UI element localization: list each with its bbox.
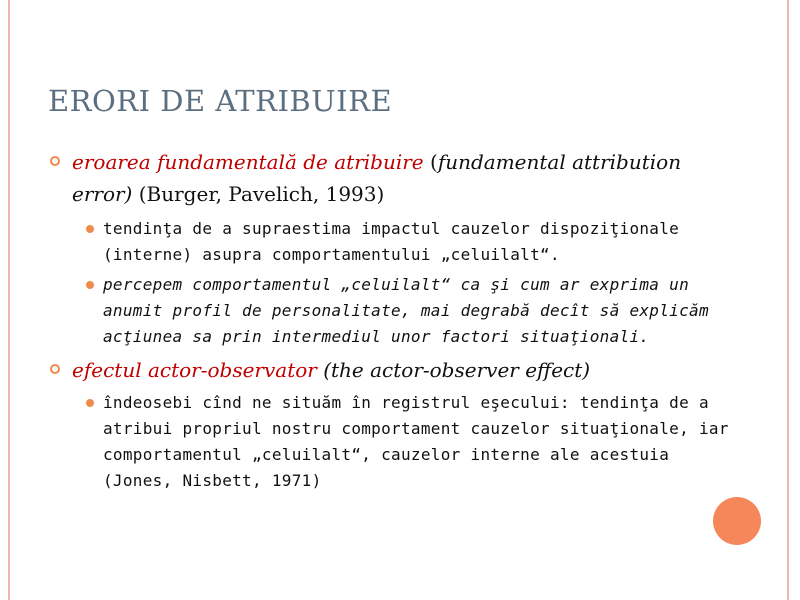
right-border-line xyxy=(787,0,789,600)
english-term: (the actor-observer effect) xyxy=(316,358,591,382)
sub-item xyxy=(46,216,736,268)
sub-item-text: îndeosebi cînd ne situăm în registrul eşecului: tendinţa de a atribui propriul nostru comportament cauzelor situaţionale, iar comportamentul „celuilalt“, cauzelor interne ale acestuia (Jones, Nisbett, 1971) xyxy=(103,393,729,490)
term-actor-observer: efectul actor-observator xyxy=(72,358,317,382)
sub-item-text: percepem comportamentul „celuilalt“ ca şi cum ar exprima un anumit profil de personalitate, mai degrabă decît să explicăm acţiunea sa prin intermediul unor factori situaţionali. xyxy=(103,275,709,346)
slide-title: ERORI DE ATRIBUIRE xyxy=(48,84,393,118)
slide-body xyxy=(46,146,736,494)
sub-item xyxy=(46,390,736,494)
bullet-item-actor-observer xyxy=(46,354,736,386)
term-fundamental-error: eroarea fundamentală de atribuire xyxy=(72,150,424,174)
dot-bullet-icon xyxy=(86,225,94,233)
ring-bullet-icon xyxy=(50,156,60,166)
citation: (Burger, Pavelich, 1993) xyxy=(132,182,385,206)
left-border-line xyxy=(8,0,10,600)
dot-bullet-icon xyxy=(86,399,94,407)
sub-item-text: tendinţa de a supraestima impactul cauzelor dispoziţionale (interne) asupra comportamentului „celuilalt“. xyxy=(103,219,680,264)
bullet-item-fundamental-error xyxy=(46,146,736,210)
ring-bullet-icon xyxy=(50,364,60,374)
paren-open: ( xyxy=(423,150,438,174)
dot-bullet-icon xyxy=(86,281,94,289)
english-term: fundamental attribution error) xyxy=(72,150,682,206)
sub-item xyxy=(46,272,736,350)
decorative-circle-icon xyxy=(713,497,761,545)
